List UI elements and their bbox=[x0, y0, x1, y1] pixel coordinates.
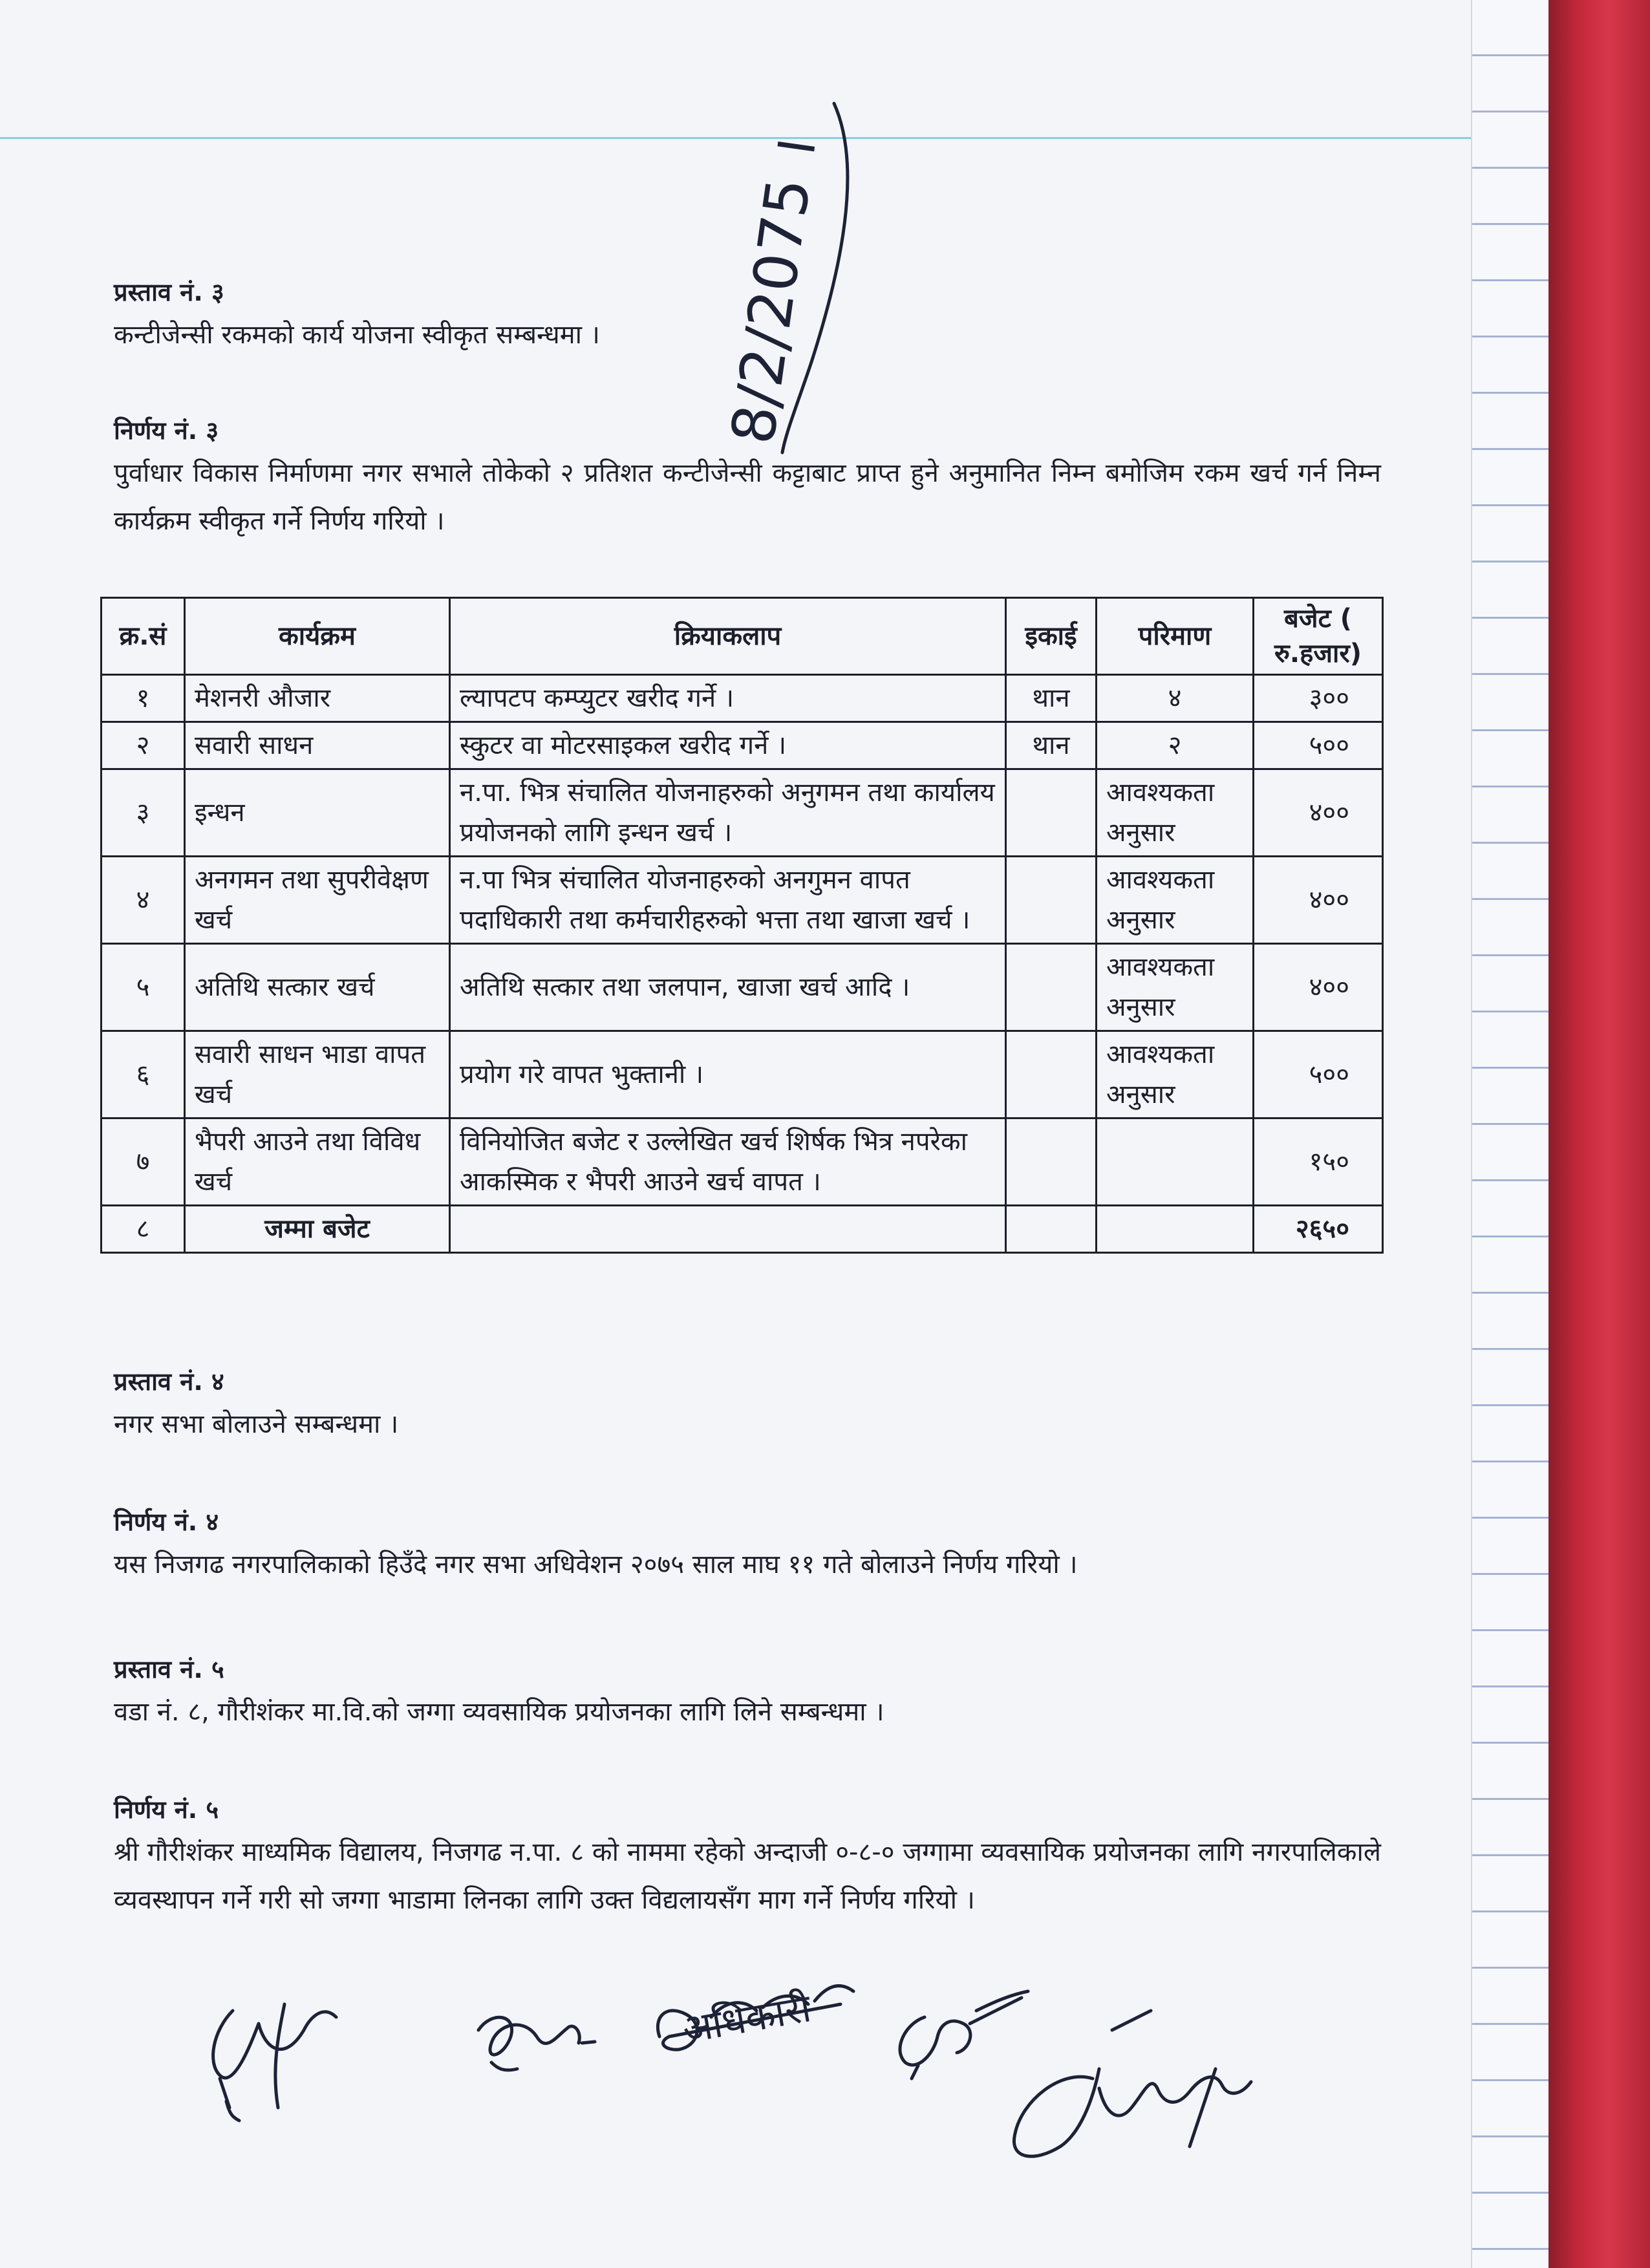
margin-date-note: 8/2/2075 । bbox=[718, 133, 830, 449]
ledger-book-edge bbox=[1471, 0, 1550, 2268]
decision-3-heading: निर्णय नं. ३ bbox=[114, 416, 219, 445]
top-rule-line bbox=[0, 137, 1471, 139]
cell-activity: न.पा. भित्र संचालित योजनाहरुको अनुगमन तथा कार्यालय प्रयोजनको लागि इन्धन खर्च । bbox=[450, 769, 1006, 857]
decision-4-text: यस निजगढ नगरपालिकाको हिउँदे नगर सभा अधिवेशन २०७५ साल माघ ११ गते बोलाउने निर्णय गरियो । bbox=[114, 1550, 1078, 1579]
cell-unit bbox=[1006, 1118, 1097, 1206]
header-activity: क्रियाकलाप bbox=[450, 598, 1006, 675]
table-header-row bbox=[102, 598, 1383, 675]
budget-table bbox=[100, 597, 1384, 1254]
table-row bbox=[102, 1031, 1383, 1118]
cell-unit: थान bbox=[1006, 675, 1097, 722]
table-row bbox=[102, 1118, 1383, 1206]
total-budget: २६५० bbox=[1254, 1206, 1383, 1253]
cell-program: अनगमन तथा सुपरीवेक्षण खर्च bbox=[185, 857, 450, 944]
cell-sn: ८ bbox=[102, 1206, 185, 1253]
header-unit: इकाई bbox=[1006, 598, 1097, 675]
decision-5-text: श्री गौरीशंकर माध्यमिक विद्यालय, निजगढ न.पा. ८ को नाममा रहेको अन्दाजी ०-८-० जग्गामा व्यवसायिक प्रयोजनका लागि नगरपालिकाले व्यवस्थापन गर्ने गरी सो जग्गा भाडामा लिनका लागि उक्त विद्यलायसँग माग गर्ने निर्णय गरियो । bbox=[114, 1837, 1381, 1915]
cell-activity: न.पा भित्र संचालित योजनाहरुको अनगुमन वापत पदाधिकारी तथा कर्मचारीहरुको भत्ता तथा खाजा खर्च । bbox=[450, 857, 1006, 944]
cell-empty bbox=[1006, 1206, 1097, 1253]
cell-program: इन्धन bbox=[185, 769, 450, 857]
proposal-3-block bbox=[114, 273, 1381, 359]
total-label: जम्मा बजेट bbox=[185, 1206, 450, 1253]
decision-4-block bbox=[114, 1503, 1381, 1589]
cell-quantity bbox=[1097, 1118, 1254, 1206]
cell-budget: ४०० bbox=[1254, 944, 1383, 1031]
cell-activity: प्रयोग गरे वापत भुक्तानी । bbox=[450, 1031, 1006, 1118]
cell-budget: १५० bbox=[1254, 1118, 1383, 1206]
header-program: कार्यक्रम bbox=[185, 598, 450, 675]
cell-unit: थान bbox=[1006, 722, 1097, 769]
cell-program: मेशनरी औजार bbox=[185, 675, 450, 722]
cell-empty bbox=[1097, 1206, 1254, 1253]
cell-activity: विनियोजित बजेट र उल्लेखित खर्च शिर्षक भित्र नपरेका आकस्मिक र भैपरी आउने खर्च वापत । bbox=[450, 1118, 1006, 1206]
cell-budget: ४०० bbox=[1254, 857, 1383, 944]
cell-sn: १ bbox=[102, 675, 185, 722]
proposal-5-heading: प्रस्ताव नं. ५ bbox=[114, 1655, 224, 1684]
cell-sn: ३ bbox=[102, 769, 185, 857]
table-row bbox=[102, 769, 1383, 857]
cell-sn: २ bbox=[102, 722, 185, 769]
cell-unit bbox=[1006, 857, 1097, 944]
cell-program: सवारी साधन bbox=[185, 722, 450, 769]
cell-activity: ल्यापटप कम्प्युटर खरीद गर्ने । bbox=[450, 675, 1006, 722]
cell-empty bbox=[450, 1206, 1006, 1253]
header-quantity: परिमाण bbox=[1097, 598, 1254, 675]
table-total-row bbox=[102, 1206, 1383, 1253]
proposal-5-block bbox=[114, 1651, 1381, 1736]
cell-program: अतिथि सत्कार खर्च bbox=[185, 944, 450, 1031]
proposal-3-heading: प्रस्ताव नं. ३ bbox=[114, 278, 224, 306]
table-row bbox=[102, 675, 1383, 722]
red-book-binding bbox=[1548, 0, 1650, 2268]
header-sn: क्र.सं bbox=[102, 598, 185, 675]
cell-activity: अतिथि सत्कार तथा जलपान, खाजा खर्च आदि । bbox=[450, 944, 1006, 1031]
proposal-5-text: वडा नं. ८, गौरीशंकर मा.वि.को जग्गा व्यवसायिक प्रयोजनका लागि लिने सम्बन्धमा । bbox=[114, 1697, 884, 1727]
header-budget: बजेट ( रु.हजार) bbox=[1254, 598, 1383, 675]
signature-3-name: अधिकारी bbox=[679, 1985, 815, 2053]
proposal-4-heading: प्रस्ताव नं. ४ bbox=[114, 1367, 224, 1396]
proposal-4-block bbox=[114, 1363, 1381, 1448]
cell-program: भैपरी आउने तथा विविध खर्च bbox=[185, 1118, 450, 1206]
decision-5-heading: निर्णय नं. ५ bbox=[114, 1795, 219, 1824]
cell-quantity: ४ bbox=[1097, 675, 1254, 722]
cell-activity: स्कुटर वा मोटरसाइकल खरीद गर्ने । bbox=[450, 722, 1006, 769]
cell-sn: ७ bbox=[102, 1118, 185, 1206]
table-row bbox=[102, 722, 1383, 769]
cell-unit bbox=[1006, 1031, 1097, 1118]
decision-3-block bbox=[114, 412, 1381, 545]
proposal-4-text: नगर सभा बोलाउने सम्बन्धमा । bbox=[114, 1409, 399, 1439]
table-row bbox=[102, 857, 1383, 944]
proposal-3-text: कन्टीजेन्सी रकमको कार्य योजना स्वीकृत सम्बन्धमा । bbox=[114, 320, 600, 350]
cell-budget: ३०० bbox=[1254, 675, 1383, 722]
table-row bbox=[102, 944, 1383, 1031]
cell-quantity: आवश्यकता अनुसार bbox=[1097, 857, 1254, 944]
cell-quantity: २ bbox=[1097, 722, 1254, 769]
cell-program: सवारी साधन भाडा वापत खर्च bbox=[185, 1031, 450, 1118]
decision-3-text: पुर्वाधार विकास निर्माणमा नगर सभाले तोकेको २ प्रतिशत कन्टीजेन्सी कट्टाबाट प्राप्त हुने अनुमानित निम्न बमोजिम रकम खर्च गर्न निम्न कार्यक्रम स्वीकृत गर्ने निर्णय गरियो । bbox=[114, 458, 1381, 536]
cell-budget: ५०० bbox=[1254, 722, 1383, 769]
cell-budget: ४०० bbox=[1254, 769, 1383, 857]
cell-sn: ५ bbox=[102, 944, 185, 1031]
cell-quantity: आवश्यकता अनुसार bbox=[1097, 1031, 1254, 1118]
decision-5-block bbox=[114, 1791, 1381, 1924]
cell-unit bbox=[1006, 944, 1097, 1031]
cell-quantity: आवश्यकता अनुसार bbox=[1097, 944, 1254, 1031]
cell-budget: ५०० bbox=[1254, 1031, 1383, 1118]
cell-unit bbox=[1006, 769, 1097, 857]
cell-quantity: आवश्यकता अनुसार bbox=[1097, 769, 1254, 857]
cell-sn: ६ bbox=[102, 1031, 185, 1118]
cell-sn: ४ bbox=[102, 857, 185, 944]
decision-4-heading: निर्णय नं. ४ bbox=[114, 1508, 219, 1536]
